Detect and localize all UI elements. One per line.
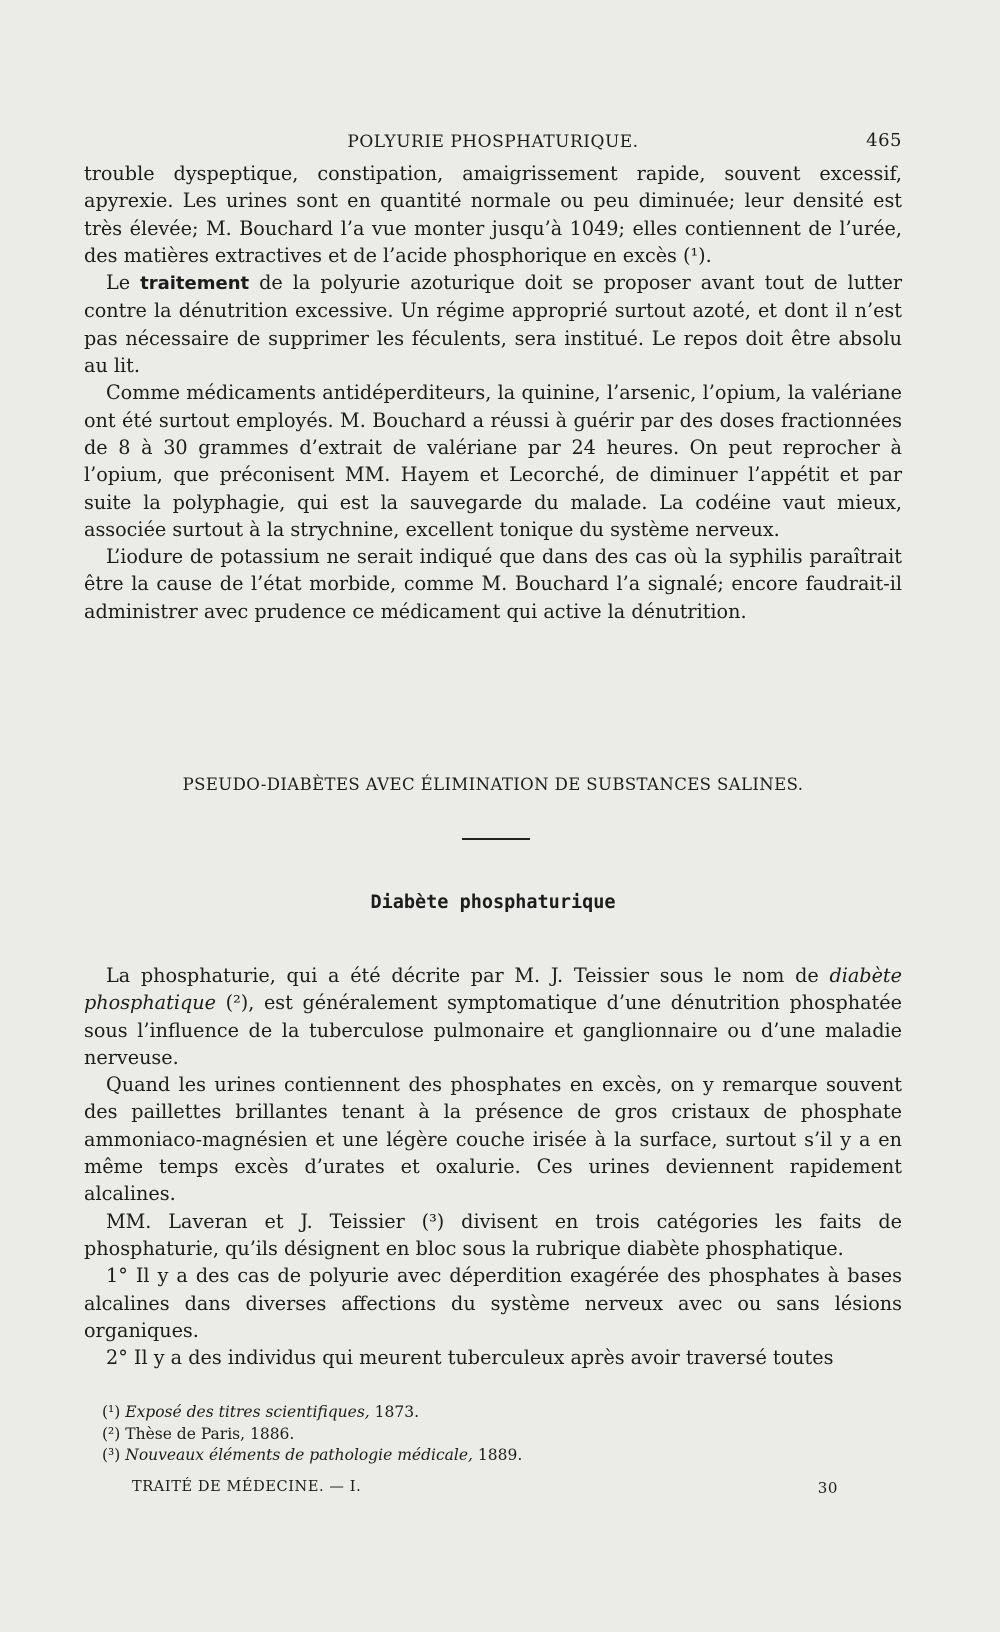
paragraph-iodure: L’iodure de potassium ne serait indiqué que dans des cas où la syphilis paraîtrait être la cause de l’état morbide, comme M. Bouchard l’a signalé; encore faudrait-il administrer avec prudence ce médicament qui active la dénutrition. xyxy=(84,545,902,623)
paragraph-text: La phosphaturie, qui a été décrite par M. J. Teissier sous le nom de xyxy=(106,964,819,987)
paragraph-text: de la polyurie azoturique doit se proposer avant tout de lutter contre la dénutrition excessive. Un régime approprié surtout azoté, et dont il n’est pas nécessaire de supprimer les féculents, sera institué. Le repos doit être absolu au lit. xyxy=(84,271,902,378)
footnote-2 xyxy=(102,1424,902,1446)
paragraph-text: (²), est généralement symptomatique d’une dénutrition phosphatée sous l’influence de la tuberculose pulmonaire et ganglionnaire ou d’une maladie nerveuse. xyxy=(84,991,902,1069)
keyword-traitement: traitement xyxy=(140,273,250,295)
running-title: POLYURIE PHOSPHATURIQUE. xyxy=(347,132,639,152)
paragraph-text: Le xyxy=(106,271,131,295)
divider-rule xyxy=(462,838,530,840)
footnote-mark: (²) xyxy=(102,1424,121,1443)
paragraph-continued: trouble dyspeptique, constipation, amaigrissement rapide, souvent excessif, apyrexie. Les urines sont en quantité normale ou peu diminuée; leur densité est très élevée; M. Bouchard l’a vue monter jusqu’à 1049; elles contiennent de l’urée, des matières extractives et de l’acide phosphorique en excès (¹). xyxy=(84,162,902,267)
footnotes xyxy=(102,1402,902,1467)
body-text-bottom xyxy=(84,962,902,1371)
footnote-year: 1889. xyxy=(477,1446,523,1464)
footnote-year: 1873. xyxy=(374,1403,420,1421)
sheet-number: 30 xyxy=(817,1479,838,1497)
subsection-title: Diabète phosphaturique xyxy=(370,892,616,913)
paragraph-urines: Quand les urines contiennent des phosphates en excès, on y remarque souvent des paillettes brillantes tenant à la présence de gros cristaux de phosphate ammoniaco-magnésien et une légère couche irisée à la surface, surtout s’il y a en même temps excès d’urates et oxalurie. Ces urines deviennent rapidement alcalines. xyxy=(84,1073,902,1206)
page-number: 465 xyxy=(866,130,902,151)
footnote-3 xyxy=(102,1445,902,1467)
paragraph-categories: MM. Laveran et J. Teissier (³) divisent en trois catégories les faits de phosphaturie, qu’ils désignent en bloc sous la rubrique diabète phosphatique. xyxy=(84,1209,902,1260)
footnote-1 xyxy=(102,1402,902,1424)
footnote-text: Thèse de Paris, 1886. xyxy=(125,1424,295,1443)
footnote-mark: (³) xyxy=(102,1446,121,1464)
page-footer xyxy=(132,1479,838,1495)
section-heading: PSEUDO-DIABÈTES AVEC ÉLIMINATION DE SUBSTANCES SALINES. xyxy=(182,775,804,794)
book-signature: TRAITÉ DE MÉDECINE. — I. xyxy=(132,1479,362,1495)
italic-term: diabète phosphatique xyxy=(84,964,902,1015)
body-text-top xyxy=(84,160,902,625)
footnote-title: Nouveaux éléments de pathologie médicale, xyxy=(125,1446,473,1464)
paragraph-phosphaturie xyxy=(84,962,902,1071)
footnote-mark: (¹) xyxy=(102,1403,121,1421)
running-header xyxy=(84,128,902,158)
paragraph-item-1: 1° Il y a des cas de polyurie avec déperdition exagérée des phosphates à bases alcalines dans diverses affections du système nerveux avec ou sans lésions organiques. xyxy=(84,1264,902,1342)
paragraph-medicaments: Comme médicaments antidéperditeurs, la quinine, l’arsenic, l’opium, la valériane ont été surtout employés. M. Bouchard a réussi à guérir par des doses fractionnées de 8 à 30 grammes d’extrait de valériane par 24 heures. On peut reprocher à l’opium, que préconisent MM. Hayem et Lecorché, de diminuer l’appétit et par suite la polyphagie, qui est la sauvegarde du malade. La codéine vaut mieux, associée surtout à la strychnine, excellent tonique du système nerveux. xyxy=(84,381,902,541)
paragraph-traitement xyxy=(84,269,902,379)
paragraph-item-2: 2° Il y a des individus qui meurent tuberculeux après avoir traversé toutes xyxy=(106,1346,834,1370)
footnote-title: Exposé des titres scientifiques, xyxy=(125,1403,370,1421)
